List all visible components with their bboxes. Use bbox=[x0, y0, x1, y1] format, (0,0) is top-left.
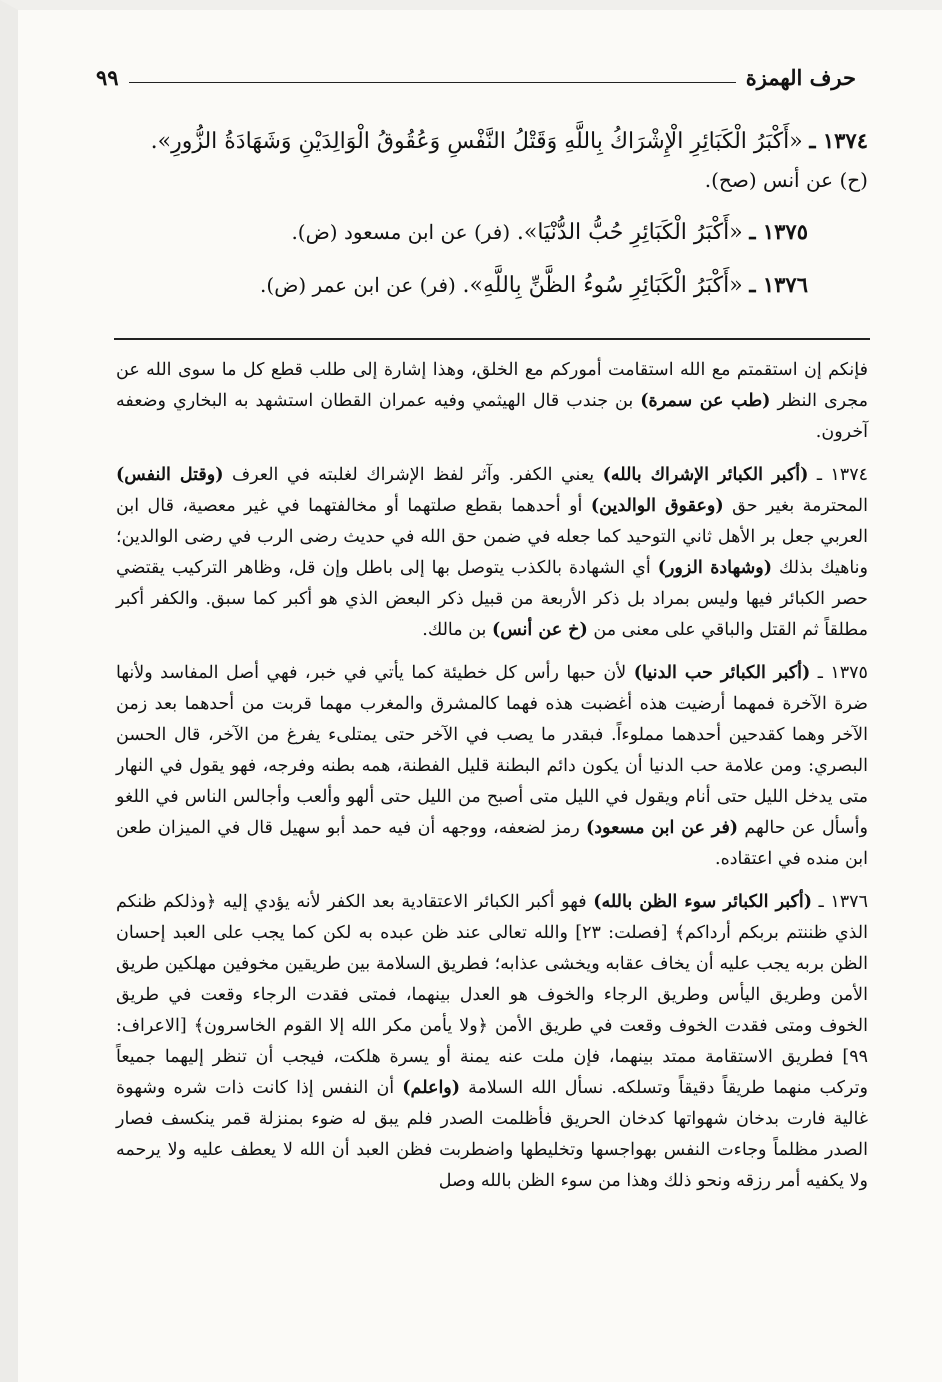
commentary-number: ١٣٧٥ ـ bbox=[817, 663, 868, 683]
commentary-bold: (فر عن ابن مسعود) bbox=[585, 818, 739, 838]
commentary-bold: (أكبر الكبائر حب الدنيا) bbox=[633, 663, 811, 683]
commentary-text: بن جندب قال الهيثمي وفيه عمران القطان استشهد به البخاري وضعفه آخرون. bbox=[116, 391, 868, 442]
commentary-number: ١٣٧٤ ـ bbox=[816, 465, 869, 485]
commentary-1376 bbox=[116, 887, 868, 1197]
hadith-number: ١٣٧٥ ـ bbox=[749, 219, 808, 244]
commentary bbox=[116, 355, 868, 1209]
commentary-bold: (طب عن سمرة) bbox=[640, 391, 771, 411]
hadith-1375 bbox=[96, 213, 868, 252]
commentary-text: فإنكم إن استقمتم مع الله استقامت أموركم مع الخلق، وهذا إشارة إلى طلب قطع كل ما سوى الله عن مجرى النظر bbox=[116, 360, 868, 411]
footnote-divider bbox=[114, 338, 870, 340]
header-rule bbox=[129, 82, 736, 83]
hadith-1376 bbox=[96, 266, 868, 305]
commentary-text: بن مالك. bbox=[422, 620, 487, 640]
hadith-text: «أَكْبَرُ الْكَبَائِرِ حُبُّ الدُّنْيَا». bbox=[516, 220, 743, 245]
page-number: ٩٩ bbox=[96, 64, 119, 90]
hadith-1374 bbox=[96, 122, 868, 199]
commentary-bold: (وعقوق الوالدين) bbox=[590, 496, 724, 516]
hadith-text: «أَكْبَرُ الْكَبَائِرِ سُوءُ الظَّنِّ بِاللَّهِ». bbox=[462, 273, 743, 298]
commentary-text: أن النفس إذا كانت ذات شره وشهوة غالية فارت بدخان شهواتها كدخان الحريق فأظلمت الصدر فلم يبق له ضوء بمنزلة قمر ينكسف فصار الصدر مظلماً وجاءت النفس بهواجسها وتخليطها واضطربت فظن العبد أن الله لا يعطف عليه ولا يرحمه ولا يكفيه أمر رزقه ونحو ذلك وهذا من سوء الظن بالله وصل bbox=[116, 1078, 868, 1191]
commentary-number: ١٣٧٦ ـ bbox=[818, 892, 868, 912]
hadith-number: ١٣٧٤ ـ bbox=[809, 128, 868, 153]
commentary-bold: (وقتل النفس) bbox=[116, 465, 224, 485]
hadith-texts bbox=[96, 122, 868, 319]
commentary-bold: (وشهادة الزور) bbox=[657, 558, 772, 578]
hadith-text: «أَكْبَرُ الْكَبَائِرِ الْإِشْرَاكُ بِاللَّهِ وَقَتْلُ النَّفْسِ وَعُقُوقُ الْوَالِدَيْنِ وَشَهَادَةُ الزُّورِ». bbox=[150, 129, 803, 154]
commentary-text: رمز لضعفه، ووجهه أن فيه حمد أبو سهيل قال في الميزان طعن ابن منده في اعتقاده. bbox=[116, 818, 868, 869]
commentary-text: المحترمة بغير حق bbox=[732, 496, 868, 516]
hadith-source: (فر) عن ابن مسعود (ض). bbox=[291, 220, 511, 244]
hadith-source: (ح) عن أنس (صح). bbox=[704, 168, 868, 192]
commentary-text: فهو أكبر الكبائر الاعتقادية بعد الكفر لأنه يؤدي إليه ﴿وذلكم ظنكم الذي ظننتم بربكم أرداكم﴾ [فصلت: ٢٣] والله تعالى عند ظن عبده به لكن كما يجب على العبد إحسان الظن بربه يجب عليه أن يخاف عقابه ويخشى عذابه؛ فطريق السلامة بين طريقين مخوفين مهلكين طريق الأمن وطريق اليأس وطريق الرجاء والخوف هو العدل بينهما، فمتى فقدت الرجاء وقعت في طريق الخوف ومتى فقدت الخوف وقعت في طريق الأمن ﴿ولا يأمن مكر الله إلا القوم الخاسرون﴾ [الاعراف: ٩٩] فطريق الاستقامة ممتد بينهما، فإن ملت عنه يمنة أو يسرة هلكت، فيجب أن تنظر إليهما جميعاً وتركب منهما طريقاً دقيقاً وتسلكه. نسأل الله السلامة bbox=[116, 892, 868, 1098]
commentary-bold: (أكبر الكبائر الإشراك بالله) bbox=[602, 465, 809, 485]
commentary-bold: (خ عن أنس) bbox=[491, 620, 588, 640]
commentary-text: لأن حبها رأس كل خطيئة كما يأتي في خبر، فهي أصل المفاسد ولأنها ضرة الآخرة فمهما أرضيت هذه أغضبت هذه فهما كالمشرق والمغرب مهما قربت من أحدهما بعد زمن الآخر وهما كقدحين أحدهما مملوءاً. فبقدر ما يصب في الآخر حتى يمتلىء يفرغ من الآخر، قال الحسن البصري: ومن علامة حب الدنيا أن يكون دائم البطنة قليل الفطنة، همه بطنه وفرجه، فهو يقول في النهار متى يدخل الليل حتى أنام ويقول في الليل متى أصبح من الليل حتى ألهو وألعب وأجالس الناس في اللغو وأسأل عن حالهم bbox=[116, 663, 868, 838]
commentary-1375 bbox=[116, 658, 868, 875]
commentary-1374 bbox=[116, 460, 868, 646]
running-title: حرف الهمزة bbox=[745, 64, 856, 90]
page-header bbox=[96, 62, 856, 92]
commentary-bold: (أكبر الكبائر سوء الظن بالله) bbox=[593, 892, 812, 912]
commentary-bold: (واعلم) bbox=[402, 1078, 461, 1098]
hadith-source: (فر) عن ابن عمر (ض). bbox=[260, 273, 456, 297]
commentary-text: يعني الكفر. وآثر لفظ الإشراك لغلبته في العرف bbox=[231, 465, 595, 485]
hadith-number: ١٣٧٦ ـ bbox=[749, 272, 808, 297]
commentary-text: أو أحدهما بقطع صلتهما أو مخالفتهما في غير معصية، قال ابن العربي جعل بر الأهل ثاني التوحيد كما جعله في ضمن حق الله في حديث رضى الرب في رضى الوالدين؛ وناهيك بذلك bbox=[116, 496, 868, 578]
commentary-continuation bbox=[116, 355, 868, 448]
commentary-text: أي الشهادة بالكذب يتوصل بها إلى باطل وإن قل، وظاهر التركيب يقتضي حصر الكبائر فيها وليس بمراد بل ذكر الأربعة من قبيل ذكر البعض الذي هو أكبر كما سبق. والكفر أكبر مطلقاً ثم القتل والباقي على معنى من bbox=[116, 558, 868, 640]
